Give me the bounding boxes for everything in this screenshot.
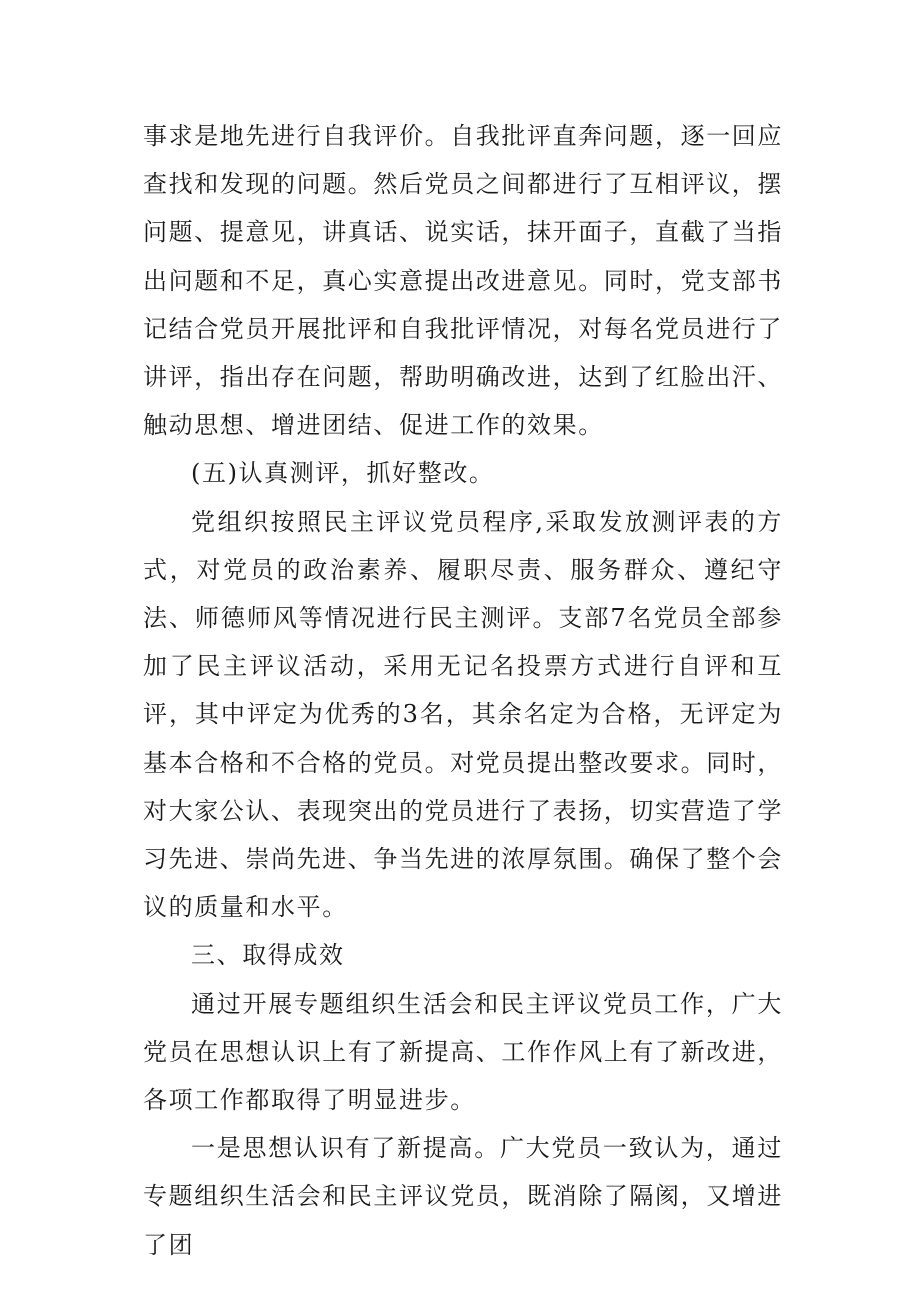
paragraph-continuation: 事求是地先进行自我评价。自我批评直奔问题，逐一回应查找和发现的问题。然后党员之间都进行了互相评议，摆问题、提意见，讲真话、说实话，抹开面子，直截了当指出问题和不足，真心实意提出改进意见。同时，党支部书记结合党员开展批评和自我批评情况，对每名党员进行了讲评，指出存在问题，帮助明确改进，达到了红脸出汗、触动思想、增进团结、促进工作的效果。 — [143, 122, 783, 440]
paragraph-ideology-improvement: 一是思想认识有了新提高。广大党员一致认为，通过专题组织生活会和民主评议党员，既消除了隔阂，又增进了团 — [143, 1134, 783, 1259]
paragraph-evaluation: 党组织按照民主评议党员程序,采取发放测评表的方式，对党员的政治素养、履职尽责、服务群众、遵纪守法、师德师风等情况进行民主测评。支部7名党员全部参加了民主评议活动，采用无记名投票方式进行自评和互评，其中评定为优秀的3名，其余名定为合格，无评定为基本合格和不合格的党员。对党员提出整改要求。同时，对大家公认、表现突出的党员进行了表扬，切实营造了学习先进、崇尚先进、争当先进的浓厚氛围。确保了整个会议的质量和水平。 — [143, 507, 783, 922]
section-heading-five: (五)认真测评，抓好整改。 — [191, 459, 495, 488]
paragraph-results-summary: 通过开展专题组织生活会和民主评议党员工作，广大党员在思想认识上有了新提高、工作作风上有了新改进，各项工作都取得了明显进步。 — [143, 989, 783, 1115]
document-body — [143, 112, 783, 1269]
section-heading-results: 三、取得成效 — [191, 941, 345, 970]
